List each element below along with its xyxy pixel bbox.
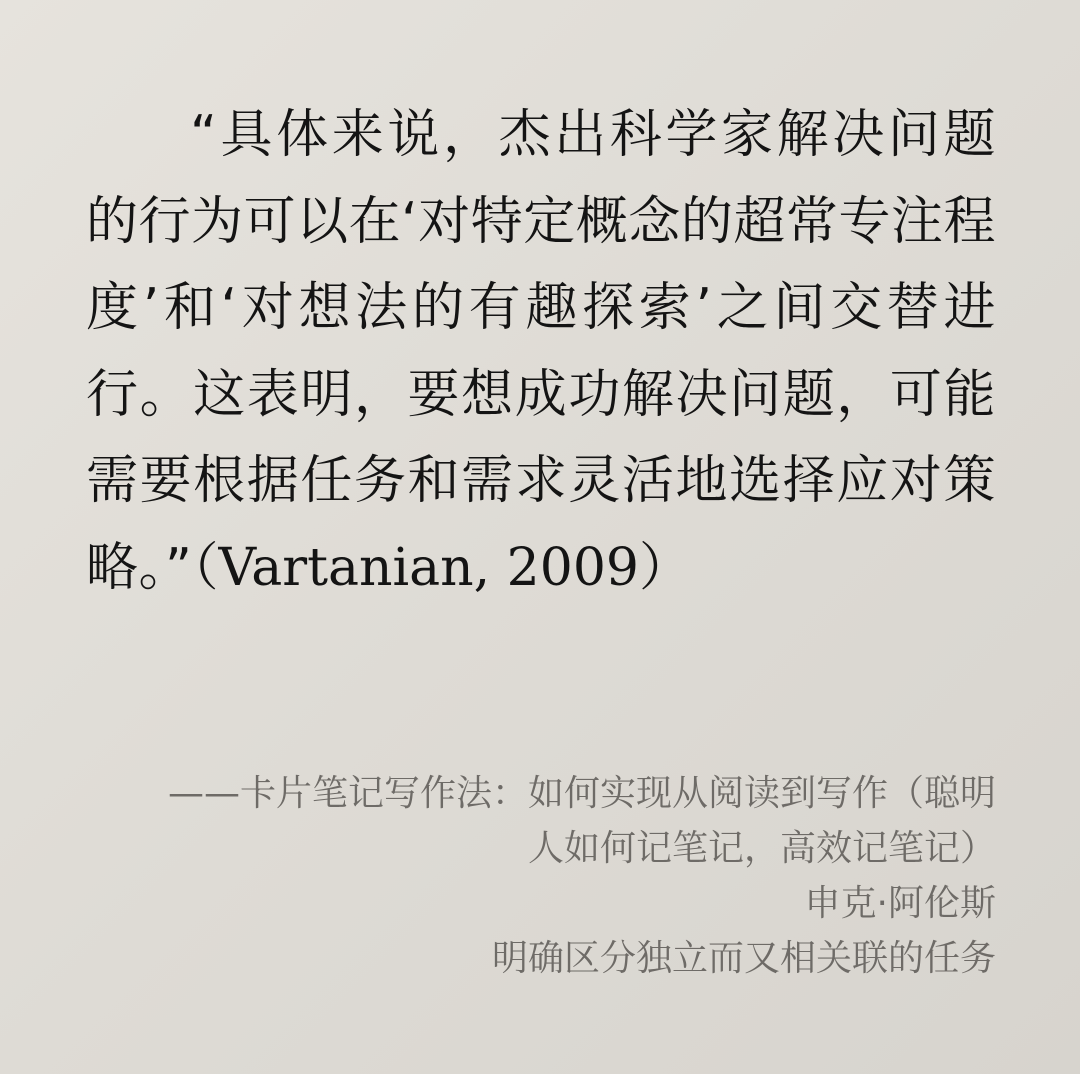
book-author: 申克·阿伦斯 (804, 883, 996, 924)
quote-citation: （Vartanian, 2009） (192, 537, 691, 598)
chapter-title: 明确区分独立而又相关联的任务 (491, 938, 996, 979)
quote-body: “具体来说，杰出科学家解决问题的行为可以在‘对特定概念的超常专注程度’和‘对想法的有趣探索’之间交替进行。这表明，要想成功解决问题，可能需要根据任务和需求灵活地选择应对策略。” (86, 105, 996, 598)
quote-text (86, 92, 996, 611)
source-block (156, 766, 996, 986)
book-title: ——卡片笔记写作法：如何实现从阅读到写作（聪明人如何记笔记，高效记笔记） (167, 773, 996, 869)
